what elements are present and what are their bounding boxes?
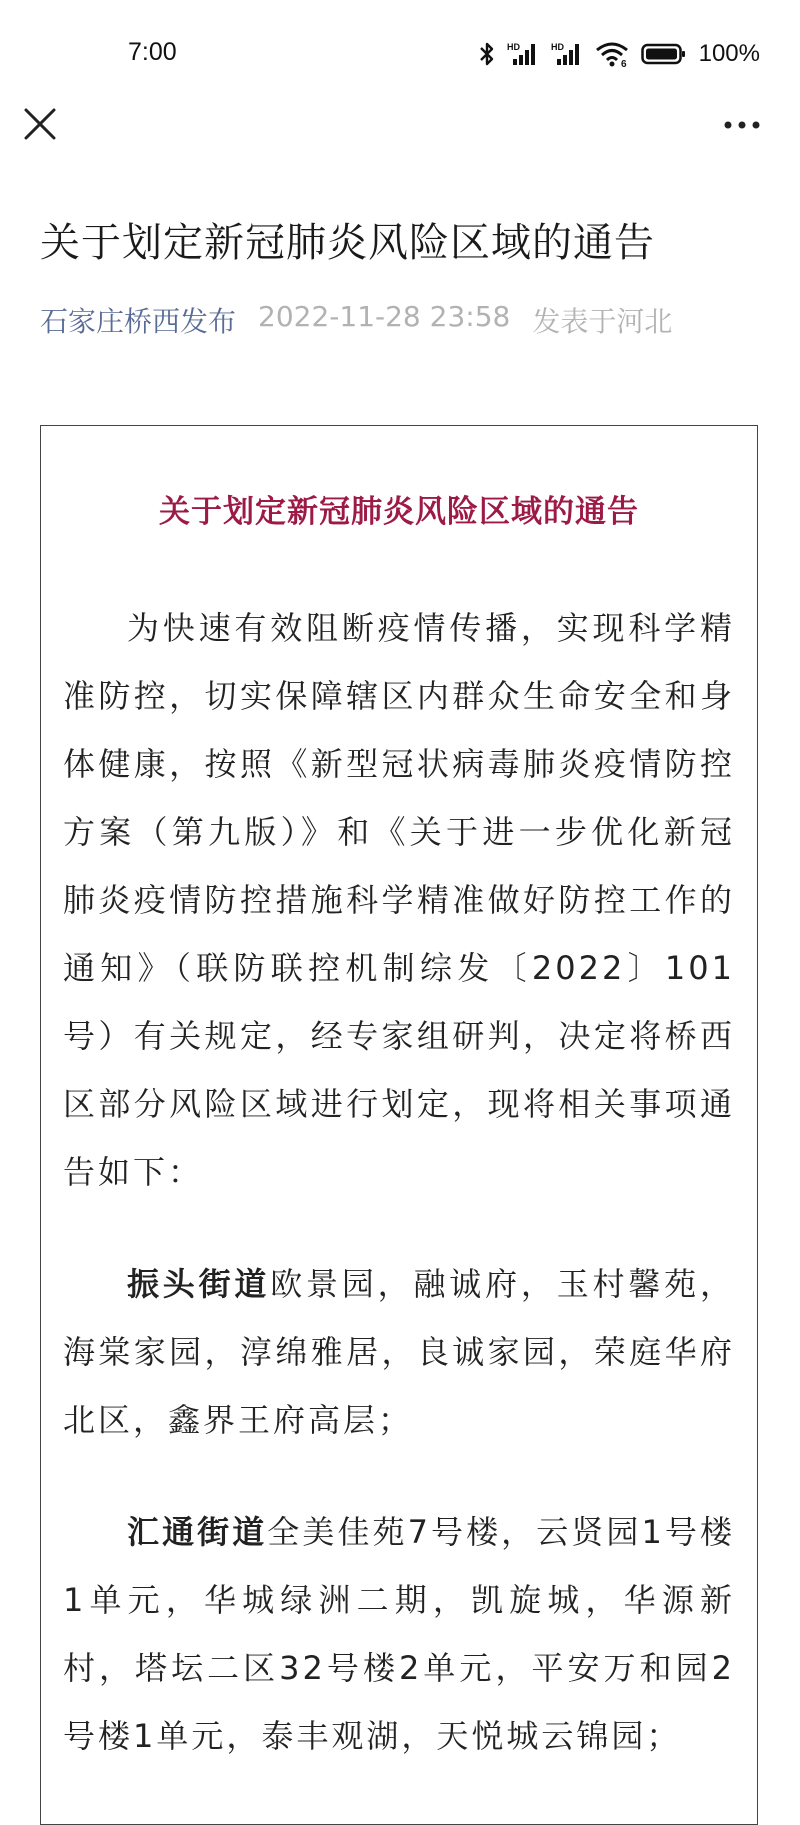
article-location: 发表于河北 (532, 305, 673, 338)
close-icon (22, 106, 58, 142)
notice-intro-paragraph: 为快速有效阻断疫情传播，实现科学精准防控，切实保障辖区内群众生命安全和身体健康，按照《新型冠状病毒肺炎疫情防控方案（第九版）》和《关于进一步优化新冠肺炎疫情防控措施科学精准做好防控工作的通知》（联防联控机制综发〔2022〕101号）有关规定，经专家组研判，决定将桥西区部分风险区域进行划定，现将相关事项通告如下： (63, 609, 735, 1191)
street-areas: 全美佳苑7号楼，云贤园1号楼1单元，华城绿洲二期，凯旋城，华源新村，塔坛二区32号楼2单元，平安万和园2号楼1单元，泰丰观湖，天悦城云锦园； (63, 1513, 735, 1755)
status-time: 7:00 (128, 38, 177, 66)
article-title: 关于划定新冠肺炎风险区域的通告 (40, 220, 655, 266)
notice-title: 关于划定新冠肺炎风险区域的通告 (159, 494, 639, 530)
article-source-link[interactable]: 石家庄桥西发布 (40, 305, 237, 338)
svg-text:6: 6 (620, 59, 627, 68)
signal-hd-icon (551, 41, 585, 67)
top-nav (0, 100, 800, 150)
more-options-button[interactable] (720, 110, 764, 140)
wifi-icon (595, 40, 631, 68)
signal-hd-icon (507, 41, 541, 67)
bluetooth-icon (477, 41, 497, 67)
close-button[interactable] (22, 106, 58, 142)
street-name: 汇通街道 (127, 1513, 268, 1551)
street-section (63, 1250, 735, 1454)
battery-percentage: 100% (698, 40, 760, 67)
article-datetime: 2022-11-28 23:58 (258, 300, 511, 333)
street-name: 振头街道 (127, 1265, 271, 1303)
notice-body (63, 594, 735, 1770)
notice-box (40, 425, 758, 1825)
status-icons (477, 40, 760, 68)
status-bar (0, 0, 800, 100)
more-icon (720, 110, 764, 140)
street-section (63, 1498, 735, 1770)
article-meta (40, 300, 672, 340)
svg-text:HD: HD (550, 42, 564, 52)
street-areas: 欧景园，融诚府，玉村馨苑，海棠家园，淳绵雅居，良诚家园，荣庭华府北区，鑫界王府高层； (63, 1265, 735, 1439)
battery-icon (641, 42, 687, 66)
svg-text:HD: HD (506, 42, 520, 52)
